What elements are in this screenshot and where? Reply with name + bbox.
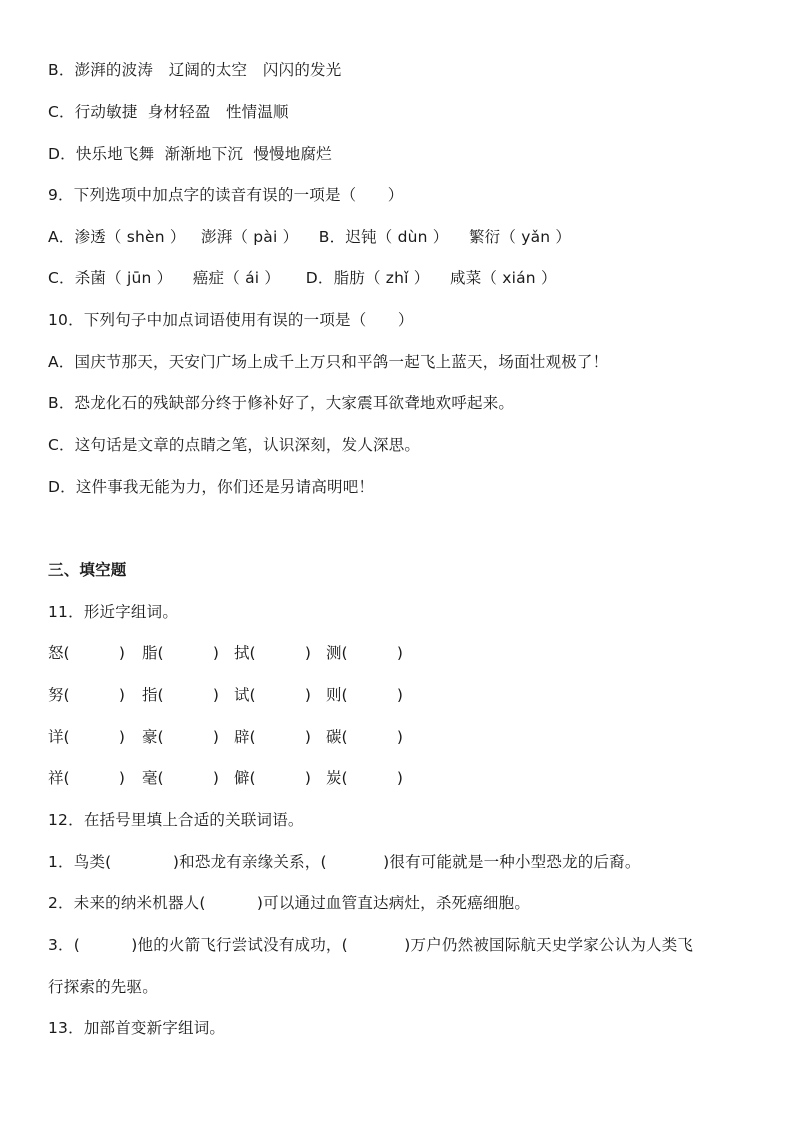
q10-option-c: C．这句话是文章的点睛之笔，认识深刻，发人深思。 — [48, 436, 421, 454]
q12-item-1: 1．鸟类( )和恐龙有亲缘关系，( )很有可能就是一种小型恐龙的后裔。 — [48, 853, 641, 871]
q11-cell: 僻( ) — [234, 769, 311, 787]
q11-cell: 碳( ) — [326, 728, 403, 746]
q11-cell: 脂( ) — [142, 644, 219, 662]
q13-stem: 13．加部首变新字组词。 — [48, 1019, 226, 1037]
q12-item-2: 2．未来的纳米机器人( )可以通过血管直达病灶，杀死癌细胞。 — [48, 894, 531, 912]
q9-row-2: C．杀菌（ jūn ） 癌症（ ái ） D．脂肪（ zhǐ ） 咸菜（ xián ） — [48, 269, 557, 287]
q8-option-b: B．澎湃的波涛 辽阔的太空 闪闪的发光 — [48, 61, 342, 79]
q8-option-d: D．快乐地飞舞 渐渐地下沉 慢慢地腐烂 — [48, 145, 332, 163]
q12-item-3-cont: 行探索的先驱。 — [48, 978, 158, 996]
q10-stem: 10．下列句子中加点词语使用有误的一项是（ ） — [48, 311, 414, 329]
q8-option-c: C．行动敏捷 身材轻盈 性情温顺 — [48, 103, 289, 121]
q11-cell: 努( ) — [48, 686, 125, 704]
q11-cell: 辟( ) — [234, 728, 311, 746]
q11-cell: 则( ) — [326, 686, 403, 704]
section-heading: 三、填空题 — [48, 561, 127, 579]
q11-cell: 拭( ) — [234, 644, 311, 662]
q11-cell: 豪( ) — [142, 728, 219, 746]
q12-stem: 12．在括号里填上合适的关联词语。 — [48, 811, 304, 829]
q9-stem: 9．下列选项中加点字的读音有误的一项是（ ） — [48, 186, 404, 204]
q11-cell: 指( ) — [142, 686, 219, 704]
q11-stem: 11．形近字组词。 — [48, 603, 179, 621]
q11-cell: 测( ) — [326, 644, 403, 662]
q12-item-3: 3．( )他的火箭飞行尝试没有成功，( )万户仍然被国际航天史学家公认为人类飞 — [48, 936, 694, 954]
q11-cell: 详( ) — [48, 728, 125, 746]
q11-cell: 怒( ) — [48, 644, 125, 662]
q11-cell: 祥( ) — [48, 769, 125, 787]
q10-option-b: B．恐龙化石的残缺部分终于修补好了，大家震耳欲聋地欢呼起来。 — [48, 394, 515, 412]
q10-option-a: A．国庆节那天，天安门广场上成千上万只和平鸽一起飞上蓝天，场面壮观极了！ — [48, 353, 609, 371]
q11-cell: 炭( ) — [326, 769, 403, 787]
q10-option-d: D．这件事我无能为力，你们还是另请高明吧！ — [48, 478, 375, 496]
q11-cell: 试( ) — [234, 686, 311, 704]
q11-cell: 毫( ) — [142, 769, 219, 787]
q9-row-1: A．渗透（ shèn ） 澎湃（ pài ） B．迟钝（ dùn ） 繁衍（ yǎn ） — [48, 228, 572, 246]
